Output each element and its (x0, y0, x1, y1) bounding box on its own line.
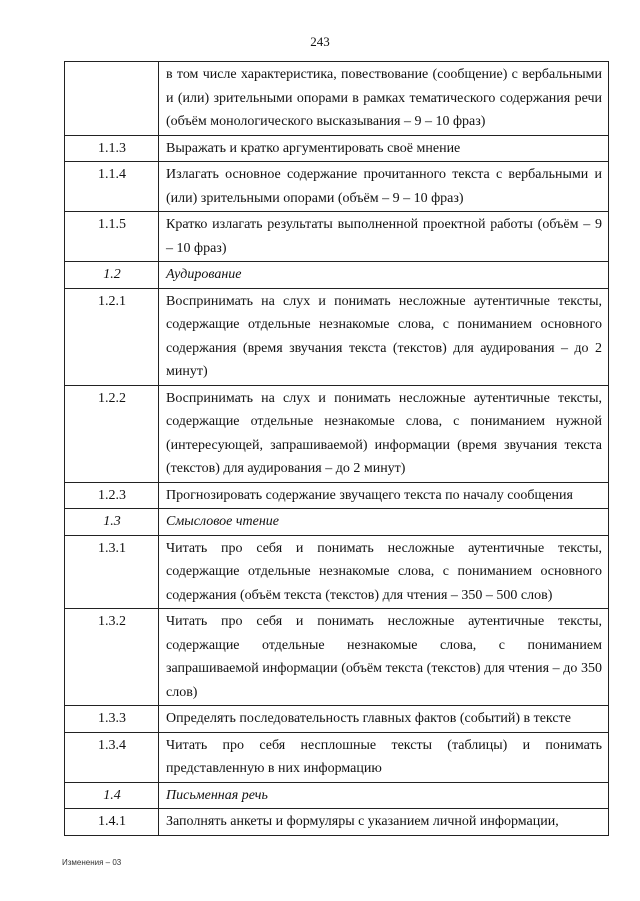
table-row (65, 809, 609, 836)
row-code: 1.4.1 (65, 809, 159, 836)
section-row (65, 782, 609, 809)
row-code: 1.3.4 (65, 732, 159, 782)
row-text: Читать про себя и понимать несложные аутентичные тексты, содержащие отдельные незнакомые слова, с пониманием запрашиваемой информации (объём текста (текстов) для чтения – до 350 слов) (159, 609, 609, 706)
row-code: 1.1.5 (65, 212, 159, 262)
row-text: Читать про себя и понимать несложные аутентичные тексты, содержащие отдельные незнакомые слова, с пониманием основного содержания (объём текста (текстов) для чтения – 350 – 500 слов) (159, 535, 609, 609)
table-row (65, 62, 609, 136)
row-text: Определять последовательность главных фактов (событий) в тексте (159, 706, 609, 733)
row-code: 1.3.2 (65, 609, 159, 706)
table-row (65, 212, 609, 262)
section-title: Смысловое чтение (159, 509, 609, 536)
row-code: 1.2.1 (65, 288, 159, 385)
table-body (65, 62, 609, 836)
table-row (65, 135, 609, 162)
table-row (65, 162, 609, 212)
row-text: Воспринимать на слух и понимать несложные аутентичные тексты, содержащие отдельные незнакомые слова, с пониманием нужной (интересующей, запрашиваемой) информации (время звучания текста (текстов) для аудирования – до 2 минут) (159, 385, 609, 482)
row-code: 1.2.2 (65, 385, 159, 482)
row-code: 1.3.3 (65, 706, 159, 733)
row-code: 1.1.4 (65, 162, 159, 212)
row-code: 1.1.3 (65, 135, 159, 162)
row-text: Выражать и кратко аргументировать своё мнение (159, 135, 609, 162)
table-row (65, 482, 609, 509)
requirements-table (64, 61, 609, 836)
section-row (65, 262, 609, 289)
row-text: Излагать основное содержание прочитанного текста с вербальными и (или) зрительными опорами (объём – 9 – 10 фраз) (159, 162, 609, 212)
row-text: Заполнять анкеты и формуляры с указанием личной информации, (159, 809, 609, 836)
row-code: 1.4 (65, 782, 159, 809)
row-code: 1.2.3 (65, 482, 159, 509)
row-text: Кратко излагать результаты выполненной проектной работы (объём – 9 – 10 фраз) (159, 212, 609, 262)
row-text: Воспринимать на слух и понимать несложные аутентичные тексты, содержащие отдельные незнакомые слова, с пониманием основного содержания (время звучания текста (текстов) для аудирования – до 2 минут) (159, 288, 609, 385)
footer-note: Изменения – 03 (62, 858, 122, 867)
table-row (65, 535, 609, 609)
row-text: в том числе характеристика, повествование (сообщение) с вербальными и (или) зрительными опорами в рамках тематического содержания речи (объём монологического высказывания – 9 – 10 фраз) (159, 62, 609, 136)
section-title: Письменная речь (159, 782, 609, 809)
table-row (65, 706, 609, 733)
row-code: 1.3.1 (65, 535, 159, 609)
row-code: 1.2 (65, 262, 159, 289)
table-row (65, 288, 609, 385)
table-row (65, 609, 609, 706)
page-number: 243 (310, 34, 330, 49)
row-code (65, 62, 159, 136)
row-text: Прогнозировать содержание звучащего текста по началу сообщения (159, 482, 609, 509)
table-row (65, 385, 609, 482)
section-row (65, 509, 609, 536)
row-text: Читать про себя несплошные тексты (таблицы) и понимать представленную в них информацию (159, 732, 609, 782)
table-row (65, 732, 609, 782)
section-title: Аудирование (159, 262, 609, 289)
row-code: 1.3 (65, 509, 159, 536)
